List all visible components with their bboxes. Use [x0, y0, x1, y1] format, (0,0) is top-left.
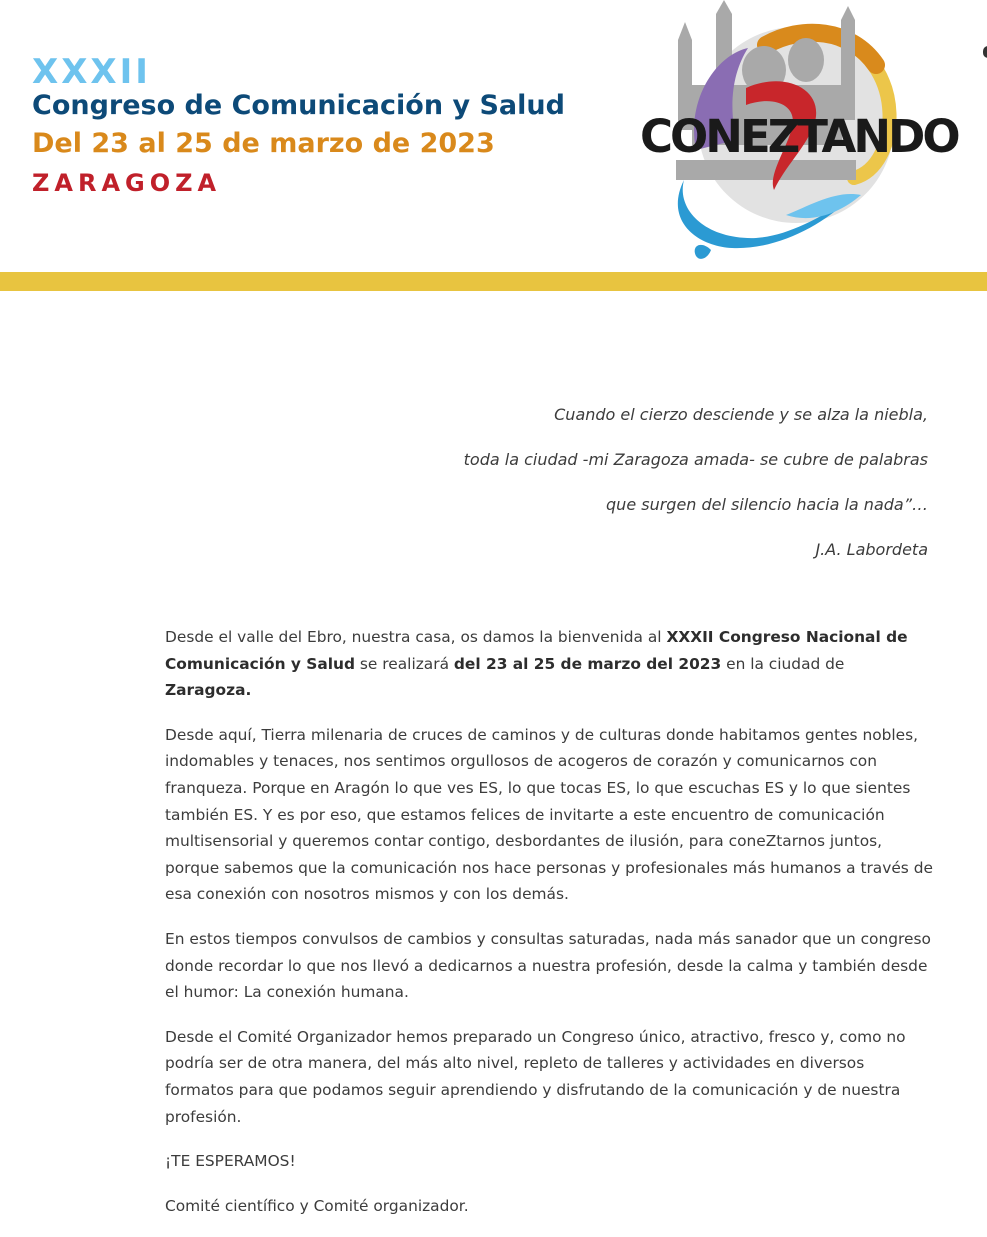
welcome-letter	[165, 624, 935, 1237]
congress-header	[0, 0, 987, 272]
welcome-paragraph	[165, 624, 935, 704]
congress-city: ZARAGOZA	[32, 169, 222, 197]
times-paragraph: En estos tiempos convulsos de cambios y consultas saturadas, nada más sanador que un congreso donde recordar lo que nos llevó a dedicarnos a nuestra profesión, desde la calma y también desde el humor: La conexión humana.	[165, 929, 931, 1002]
header-band	[0, 272, 987, 291]
poem-line: que surgen del silencio hacia la nada”…	[606, 495, 928, 514]
logo-wordmark: CONEZTANDO	[640, 110, 958, 163]
text-run: Desde el valle del Ebro, nuestra casa, os damos la bienvenida al	[165, 628, 667, 646]
edition-number: XXXII	[32, 52, 151, 92]
invitation-line: ¡TE ESPERAMOS!	[165, 1152, 296, 1171]
aragon-paragraph: Desde aquí, Tierra milenaria de cruces de caminos y de culturas donde habitamos gentes nobles, indomables y tenaces, nos sentimos orgullosos de acogeros de corazón y comunicarnos con franqueza. Porque en Aragón lo que ves ES, lo que tocas ES, lo que escuchas ES y lo que sientes también ES. Y es por eso, que estamos felices de invitarte a este encuentro de comunicación multisensorial y queremos contar contigo, desbordantes de ilusión, para coneZtarnos juntos, porque sabemos que la comunicación nos hace personas y profesionales más humanos a través de esa conexión con nosotros mismos y con los demás.	[165, 725, 933, 904]
congress-dates: Del 23 al 25 de marzo de 2023	[32, 128, 495, 159]
poem-line: Cuando el cierzo desciende y se alza la niebla,	[554, 405, 928, 424]
poem-line: toda la ciudad -mi Zaragoza amada- se cubre de palabras	[463, 450, 928, 469]
signature-line: Comité científico y Comité organizador.	[165, 1196, 469, 1215]
text-run: se realizará	[355, 654, 454, 673]
congress-title: Congreso de Comunicación y Salud	[32, 90, 565, 121]
congress-name: XXXII Congreso Nacional de Comunicación y Salud	[165, 628, 908, 673]
congress-date-range: del 23 al 25 de marzo del 2023	[453, 654, 722, 673]
congress-location: Zaragoza.	[165, 681, 252, 700]
poem-author: J.A. Labordeta	[815, 540, 928, 559]
edge-mark	[983, 46, 987, 58]
text-run: en la ciudad de	[721, 654, 845, 673]
conectando-logo	[636, 0, 958, 268]
committee-paragraph: Desde el Comité Organizador hemos preparado un Congreso único, atractivo, fresco y, como no podría ser de otra manera, del más alto nivel, repleto de talleres y actividades en diversos formatos para que podamos seguir aprendiendo y disfrutando de la comunicación y de nuestra profesión.	[165, 1027, 906, 1126]
epigraph-poem	[300, 400, 928, 580]
